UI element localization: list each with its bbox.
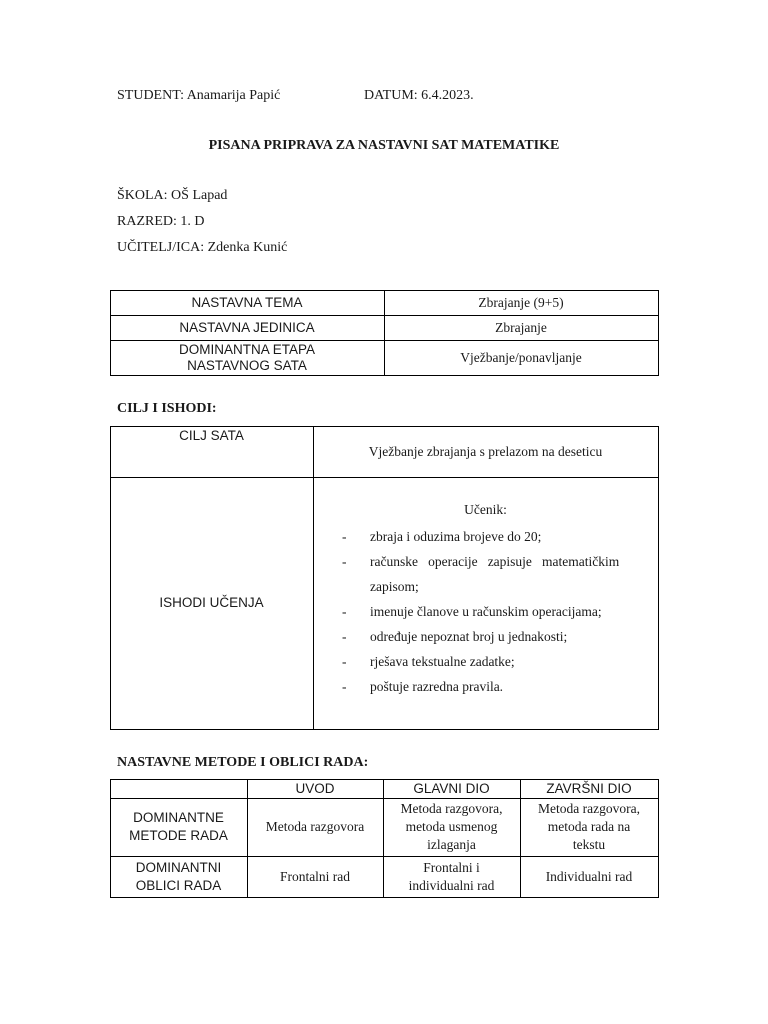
cell-line: izlaganja — [427, 837, 476, 852]
outcome-text-continued: zapisom; — [370, 579, 419, 594]
list-item — [342, 524, 652, 549]
cell-line: Metoda razgovora, — [538, 801, 640, 816]
outcome-text: imenuje članove u računskim operacijama; — [370, 604, 602, 619]
cell-line: tekstu — [572, 837, 606, 852]
outcome-text: zbraja i oduzima brojeve do 20; — [370, 529, 542, 544]
cell-line: metoda rada na — [547, 819, 631, 834]
list-item — [342, 624, 652, 649]
info-value-topic: Zbrajanje (9+5) — [478, 294, 564, 310]
cell-line: Frontalni i — [423, 859, 480, 875]
outcome-text: rješava tekstualne zadatke; — [370, 654, 515, 669]
forms-intro-cell: Frontalni rad — [279, 868, 351, 884]
column-header-intro: UVOD — [295, 780, 335, 796]
outcome-text: određuje nepoznat broj u jednakosti; — [370, 629, 568, 644]
row-label-forms — [110, 856, 247, 897]
row-label-line: DOMINANTNI — [135, 859, 222, 875]
row-label-line: OBLICI RADA — [135, 877, 222, 893]
bullet-dash: - — [342, 654, 347, 669]
column-header-main: GLAVNI DIO — [413, 780, 490, 796]
teacher: UČITELJ/ICA: Zdenka Kunić — [117, 240, 288, 255]
cell-line: Metoda razgovora, — [400, 801, 503, 816]
methods-main-cell — [383, 798, 520, 856]
goals-heading: CILJ I ISHODI: — [117, 401, 217, 416]
cell-line: individualni rad — [408, 877, 495, 893]
outcomes-intro: Učenik: — [464, 502, 507, 517]
outcome-text: poštuje razredna pravila. — [370, 679, 504, 694]
student-name: STUDENT: Anamarija Papić — [117, 88, 281, 103]
list-item — [342, 649, 652, 674]
info-label-stage-line1: DOMINANTNA ETAPA — [178, 341, 315, 357]
goal-label: CILJ SATA — [179, 428, 244, 443]
goal-value: Vježbanje zbrajanja s prelazom na deseticu — [368, 443, 603, 459]
forms-main-cell — [383, 856, 520, 897]
info-label-unit: NASTAVNA JEDINICA — [179, 319, 315, 335]
bullet-dash: - — [342, 604, 347, 619]
outcomes-label: ISHODI UČENJA — [159, 595, 264, 610]
date: DATUM: 6.4.2023. — [364, 88, 474, 103]
column-header-final: ZAVRŠNI DIO — [546, 780, 632, 796]
school: ŠKOLA: OŠ Lapad — [117, 188, 228, 203]
list-item — [342, 674, 652, 699]
info-value-unit: Zbrajanje — [495, 319, 547, 335]
row-label-line: METODE RADA — [129, 828, 228, 843]
forms-final-cell: Individualni rad — [545, 868, 633, 884]
bullet-dash: - — [342, 529, 347, 544]
list-item — [342, 549, 652, 599]
page-title: PISANA PRIPRAVA ZA NASTAVNI SAT MATEMATIKE — [208, 138, 560, 153]
info-label-stage-line2: NASTAVNOG SATA — [187, 357, 307, 373]
row-label-line: DOMINANTNE — [133, 810, 224, 825]
outcome-text: računske operacije zapisuje matematičkim — [370, 554, 620, 569]
methods-final-cell — [520, 798, 658, 856]
bullet-dash: - — [342, 629, 347, 644]
row-label-methods — [110, 798, 247, 856]
methods-heading: NASTAVNE METODE I OBLICI RADA: — [117, 755, 369, 770]
methods-intro-cell: Metoda razgovora — [265, 819, 365, 834]
cell-line: metoda usmenog — [405, 819, 498, 834]
info-value-stage: Vježbanje/ponavljanje — [460, 349, 582, 365]
bullet-dash: - — [342, 679, 347, 694]
list-item — [342, 599, 652, 624]
info-label-stage — [110, 340, 384, 375]
bullet-dash: - — [342, 554, 347, 569]
grade: RAZRED: 1. D — [117, 214, 205, 229]
outcomes-list — [342, 524, 652, 699]
info-label-topic: NASTAVNA TEMA — [191, 294, 303, 310]
